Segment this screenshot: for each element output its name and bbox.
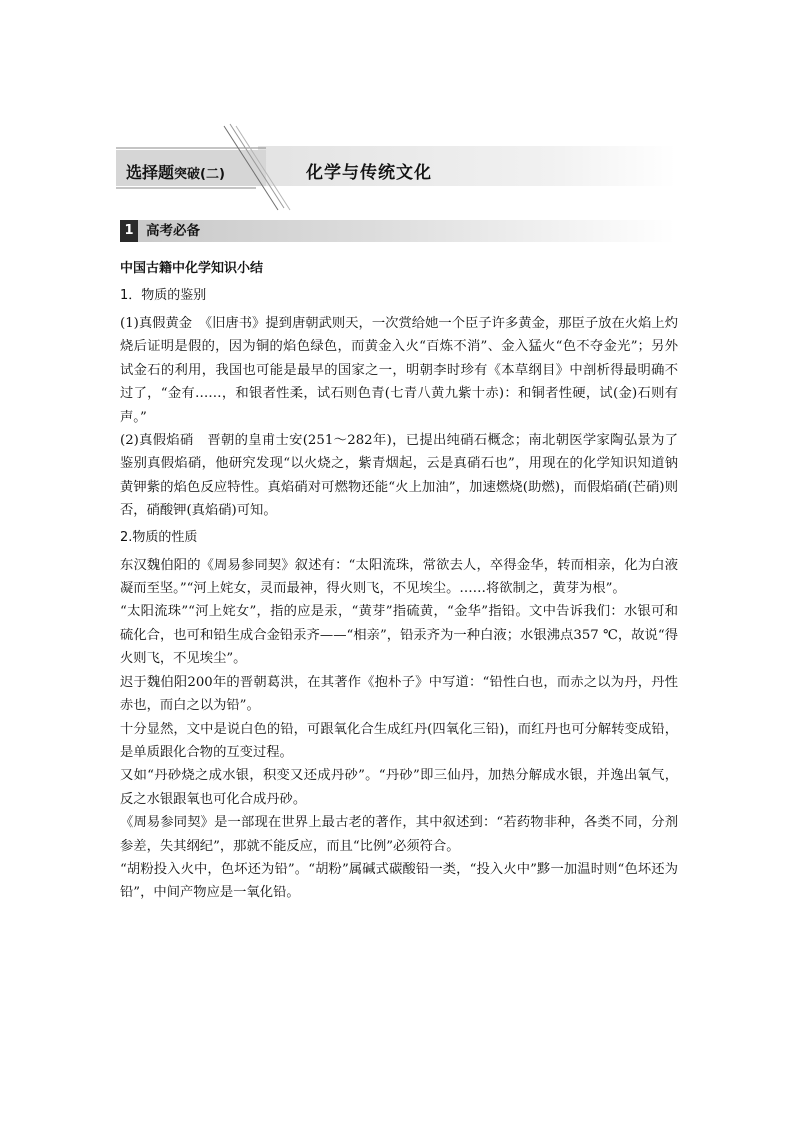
chapter-title: 化学与传统文化 — [306, 163, 432, 183]
paragraph: (1)真假黄金 《旧唐书》提到唐朝武则天，一次赏给她一个臣子许多黄金，那臣子放在火焰上灼烧后证明是假的，因为铜的焰色绿色，而黄金入火“百炼不消”、金入猛火“色不夺金光”；另外试金石的利用，我国也可能是最早的国家之一，明朝李时珍有《本草纲目》中剖析得最明确不过了，“金有……，和银者性柔，试石则色青(七青八黄九紫十赤)：和铜者性硬，试(金)石则有声。” — [120, 316, 678, 425]
paragraph: 十分显然，文中是说白色的铅，可跟氧化合生成红丹(四氧化三铅)，而红丹也可分解转变成铅，是单质跟化合物的互变过程。 — [120, 721, 678, 760]
subheading: 中国古籍中化学知识小结 — [120, 261, 264, 276]
section-title: 高考必备 — [146, 223, 200, 239]
paragraph: 《周易参同契》是一部现在世界上最古老的著作，其中叙述到：“若药物非种，各类不同，分剂参差，失其纲纪”，那就不能反应，而且“比例”必须符合。 — [120, 815, 678, 854]
item-heading-properties: 2.物质的性质 — [120, 529, 198, 545]
section-heading-bar — [120, 220, 675, 242]
chapter-tag-sub: 突破(二) — [174, 167, 225, 182]
paragraph: 迟于魏伯阳200年的晋朝葛洪，在其著作《抱朴子》中写道：“铅性白也，而赤之以为丹，丹性赤也，而白之以为铅”。 — [120, 674, 678, 714]
paragraph: 又如“丹砂烧之成水银，积变又还成丹砂”。“丹砂”即三仙丹，加热分解成水银，并逸出氧气，反之水银跟氧也可化合成丹砂。 — [120, 768, 678, 807]
paragraph: 东汉魏伯阳的《周易参同契》叙述有：“太阳流珠，常欲去人，卒得金华，转而相亲，化为白液凝而至坚。”“河上姹女，灵而最神，得火则飞，不见埃尘。……将欲制之，黄芽为根”。 — [120, 557, 678, 597]
document-body — [120, 260, 678, 905]
item-heading-identification: 1．物质的鉴别 — [120, 288, 207, 303]
chapter-tag-main: 选择题 — [126, 163, 175, 182]
paragraph: “太阳流珠”“河上姹女”，指的应是汞，“黄芽”指硫黄，“金华”指铅。文中告诉我们：水银可和硫化合，也可和铅生成合金铅汞齐——“相亲”，铅汞齐为一种白液；水银沸点357 ℃，故说“得火则飞，不见埃尘”。 — [120, 604, 678, 667]
chapter-header — [116, 120, 676, 215]
section-number: 1 — [120, 220, 138, 242]
paragraph: “胡粉投入火中，色坏还为铅”。“胡粉”属碱式碳酸铅一类，“投入火中”黟一加温时则“色坏还为铅”，中间产物应是一氧化铅。 — [120, 861, 678, 901]
chapter-tag — [126, 160, 225, 183]
section-heading — [120, 220, 675, 242]
paragraph: (2)真假焰硝 晋朝的皇甫士安(251～282年)，已提出纯硝石概念；南北朝医学家陶弘景为了鉴别真假焰硝，他研究发现“以火烧之，紫青烟起，云是真硝石也”，用现在的化学知识知道钠黄钾紫的焰色反应特性。真焰硝对可燃物还能“火上加油”，加速燃烧(助燃)，而假焰硝(芒硝)则否，硝酸钾(真焰硝)可知。 — [120, 433, 678, 519]
